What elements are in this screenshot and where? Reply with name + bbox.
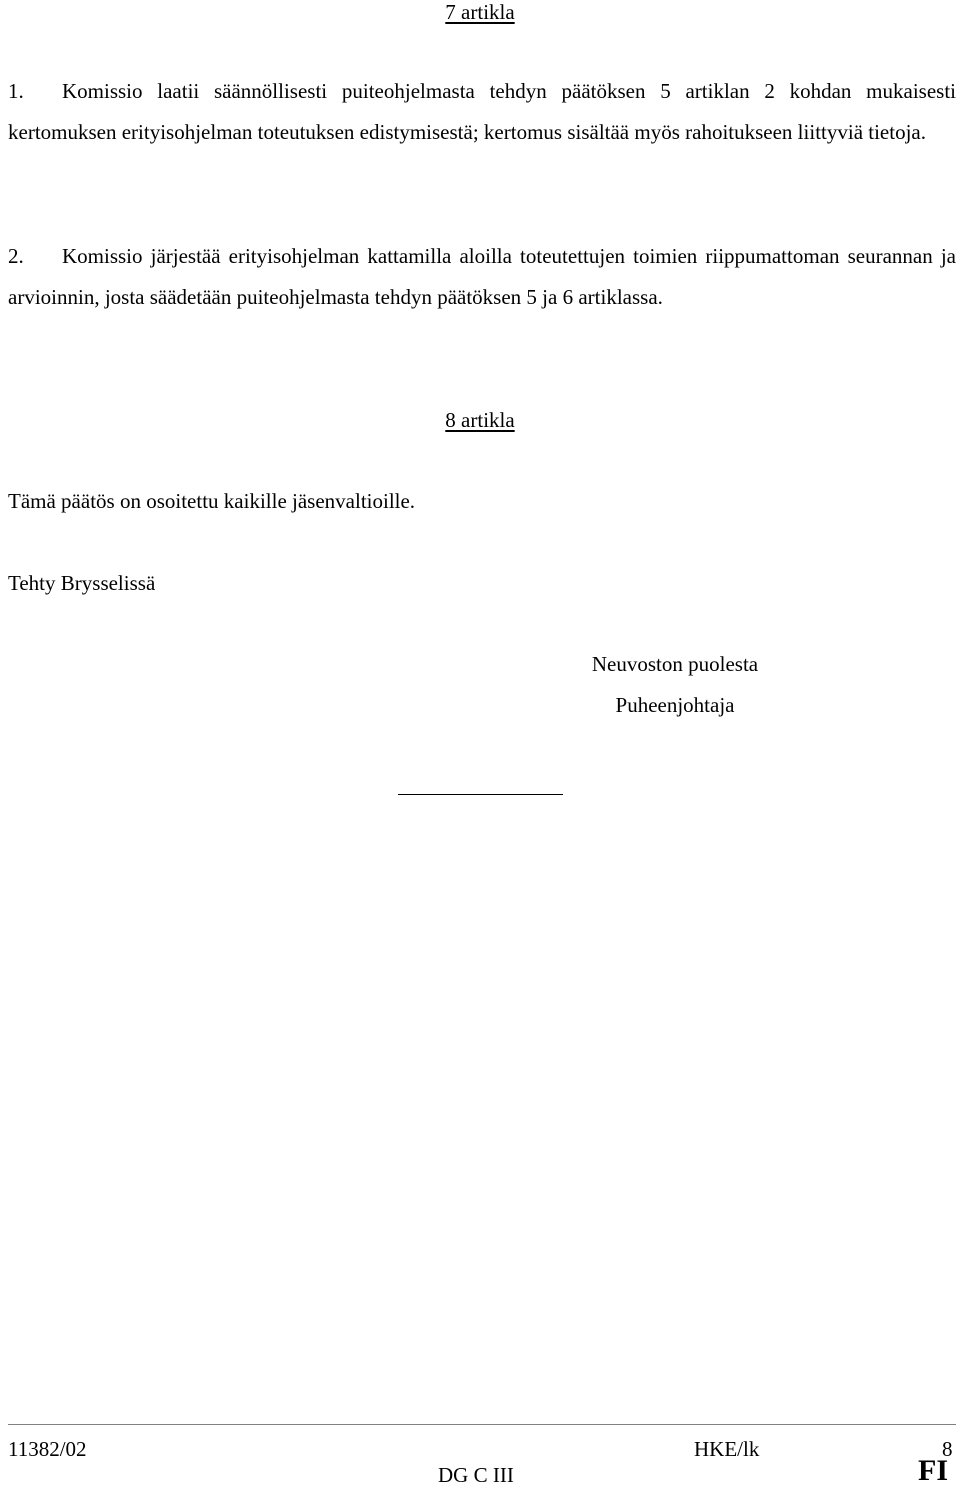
end-rule xyxy=(398,794,563,795)
article-7-paragraph-1 xyxy=(8,71,956,153)
article-8-heading: 8 artikla xyxy=(445,408,515,432)
paragraph-2-text: Komissio järjestää erityisohjelman kattamilla aloilla toteutettujen toimien riippumattoman seurannan ja arvioinnin, josta säädetään puiteohjelmasta tehdyn päätöksen 5 ja 6 artiklassa. xyxy=(8,244,956,309)
place-of-signature: Tehty Brysselissä xyxy=(8,571,156,595)
article-8-text: Tämä päätös on osoitettu kaikille jäsenvaltioille. xyxy=(8,489,416,513)
signature-line-2: Puheenjohtaja xyxy=(615,693,735,717)
footer-language-code: FI xyxy=(918,1454,948,1487)
footer-doc-number: 11382/02 xyxy=(8,1437,87,1461)
footer-dg: DG C III xyxy=(438,1463,514,1487)
paragraph-2-number: 2. xyxy=(8,244,24,268)
footer-initials: HKE/lk xyxy=(694,1437,760,1461)
paragraph-1-text: Komissio laatii säännöllisesti puiteohjelmasta tehdyn päätöksen 5 artiklan 2 kohdan mukaisesti kertomuksen erityisohjelman toteutuksen edistymisestä; kertomus sisältää myös rahoitukseen liittyviä tietoja. xyxy=(8,79,956,144)
paragraph-1-number: 1. xyxy=(8,79,24,103)
footer-rule xyxy=(8,1424,956,1425)
article-7-heading: 7 artikla xyxy=(445,0,515,24)
signature-line-1: Neuvoston puolesta xyxy=(591,652,759,676)
footer-page-number: 8 xyxy=(942,1437,953,1461)
article-7-paragraph-2 xyxy=(8,236,956,318)
